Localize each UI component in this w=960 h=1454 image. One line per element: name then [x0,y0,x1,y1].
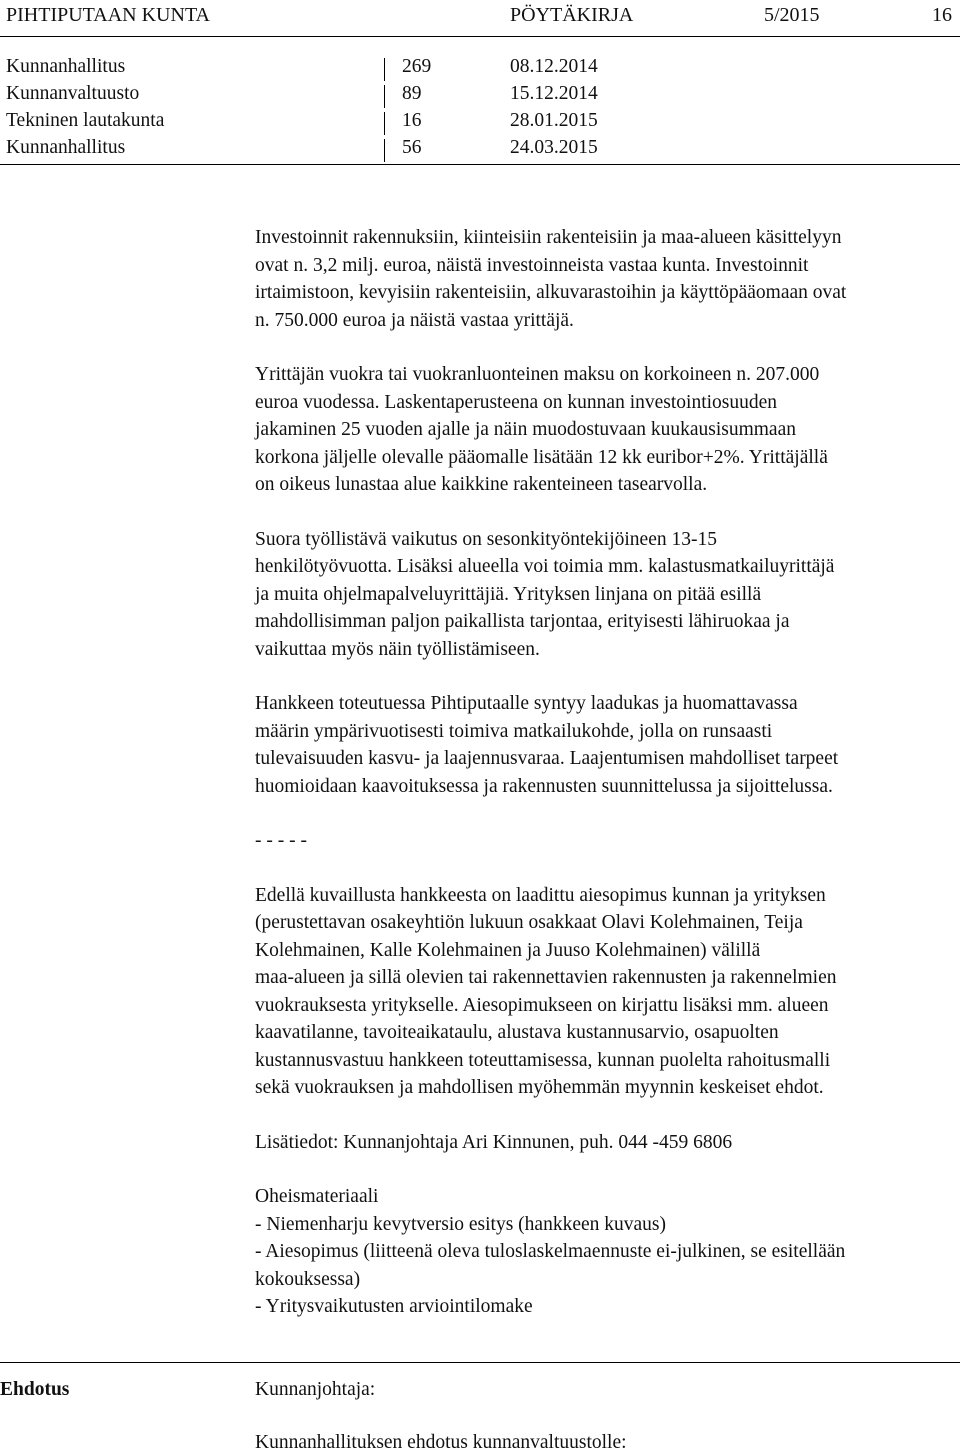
history-body: Kunnanhallitus [6,137,126,158]
history-date: 15.12.2014 [510,83,598,104]
history-number: 89 [402,83,422,104]
history-body: Tekninen lautakunta [6,110,165,131]
paragraph-outcome: Hankkeen toteutuessa Pihtiputaalle syntyy laadukas ja huomattavassa määrin ympärivuotisesti toimiva matkailukohde, jolla on runsaasti tulevaisuuden kasvu- ja laajennusvaraa. Laajentumisen mahdolliset tarpeet huomioidaan kaavoituksessa ja rakennusten suunnittelussa ja sijoittelussa. [255,693,839,797]
history-body: Kunnanhallitus [6,56,126,77]
proposal-label: Ehdotus [0,1379,70,1400]
paragraph-agreement: Edellä kuvaillusta hankkeesta on laadittu aiesopimus kunnan ja yrityksen (perustettavan osakeyhtiön lukuun osakkaat Olavi Kolehmainen, Teija Kolehmainen, Kalle Kolehmainen ja Juuso Kolehmainen) välillä maa-alueen ja sillä olevien tai rakennettavien rakennusten ja rakennelmien vuokrauksesta yritykselle. Aiesopimukseen on kirjattu lisäksi mm. alueen kaavatilanne, tavoiteaikataulu, alustava kustannusarvio, osapuolten kustannusvastuu hankkeen toteuttamisessa, kunnan puolelta rahoitusmalli sekä vuokrauksen ja mahdollisen myöhemmän myynnin keskeiset ehdot. [255,884,837,1098]
history-date: 24.03.2015 [510,137,598,158]
page-header [0,4,960,30]
history-separator [384,58,385,81]
history-separator [384,85,385,108]
history-date: 28.01.2015 [510,110,598,131]
paragraph-rent: Yrittäjän vuokra tai vuokranluonteinen maksu on korkoineen n. 207.000 euroa vuodessa. Laskentaperusteena on kunnan investointiosuuden jakaminen 25 vuoden ajalle ja näin muodostuvaan kuukausisummaan korkona jäljelle olevalle pääomalle lisätään 12 kk euribor+2%. Yrittäjällä on oikeus lunastaa alue kaikkine rakenteineen tasearvolla. [255,364,828,495]
paragraph-investments: Investoinnit rakennuksiin, kiinteisiin rakenteisiin ja maa-alueen käsittelyyn ovat n. 3,2 milj. euroa, näistä investoinneista vastaa kunta. Investoinnit irtaimistoon, kevyisiin rakenteisiin, alkuvarastoihin ja käyttöpääomaan ovat n. 750.000 euroa ja näistä vastaa yrittäjä. [255,227,847,331]
history-body: Kunnanvaltuusto [6,83,140,104]
board-proposal: Kunnanhallituksen ehdotus kunnanvaltuustolle: [255,1432,627,1453]
history-number: 269 [402,56,432,77]
contact-info: Lisätiedot: Kunnanjohtaja Ari Kinnunen, puh. 044 -459 6806 [255,1131,733,1153]
section-separator: - - - - - [255,830,307,851]
proposer-role: Kunnanjohtaja: [255,1379,376,1400]
footer-divider [0,1362,960,1363]
page-number: 16 [932,4,952,26]
history-separator [384,139,385,162]
document-type: PÖYTÄKIRJA [510,4,634,26]
attachments-list: Oheismateriaali - Niemenharju kevytversio esitys (hankkeen kuvaus) - Aiesopimus (liitteenä oleva tuloslaskelmaennuste ei-julkinen, se esitellään kokouksessa) - Yritysvaikutusten arviointilomake [255,1186,846,1317]
issue-number: 5/2015 [764,4,820,26]
history-number: 16 [402,110,422,131]
history-date: 08.12.2014 [510,56,598,77]
municipality-name: PIHTIPUTAAN KUNTA [6,4,211,26]
document-body [255,224,960,1321]
paragraph-employment: Suora työllistävä vaikutus on sesonkityöntekijöineen 13-15 henkilötyövuotta. Lisäksi alueella voi toimia mm. kalastusmatkailuyrittäjä ja muita ohjelmapalveluyrittäjiä. Yrityksen linjana on pitää esillä mahdollisimman paljon paikallista tarjontaa, erityisesti lähiruokaa ja vaikuttaa myös näin työllistämiseen. [255,528,835,660]
header-divider [0,36,960,37]
history-separator [384,112,385,135]
history-number: 56 [402,137,422,158]
history-divider [0,164,960,165]
